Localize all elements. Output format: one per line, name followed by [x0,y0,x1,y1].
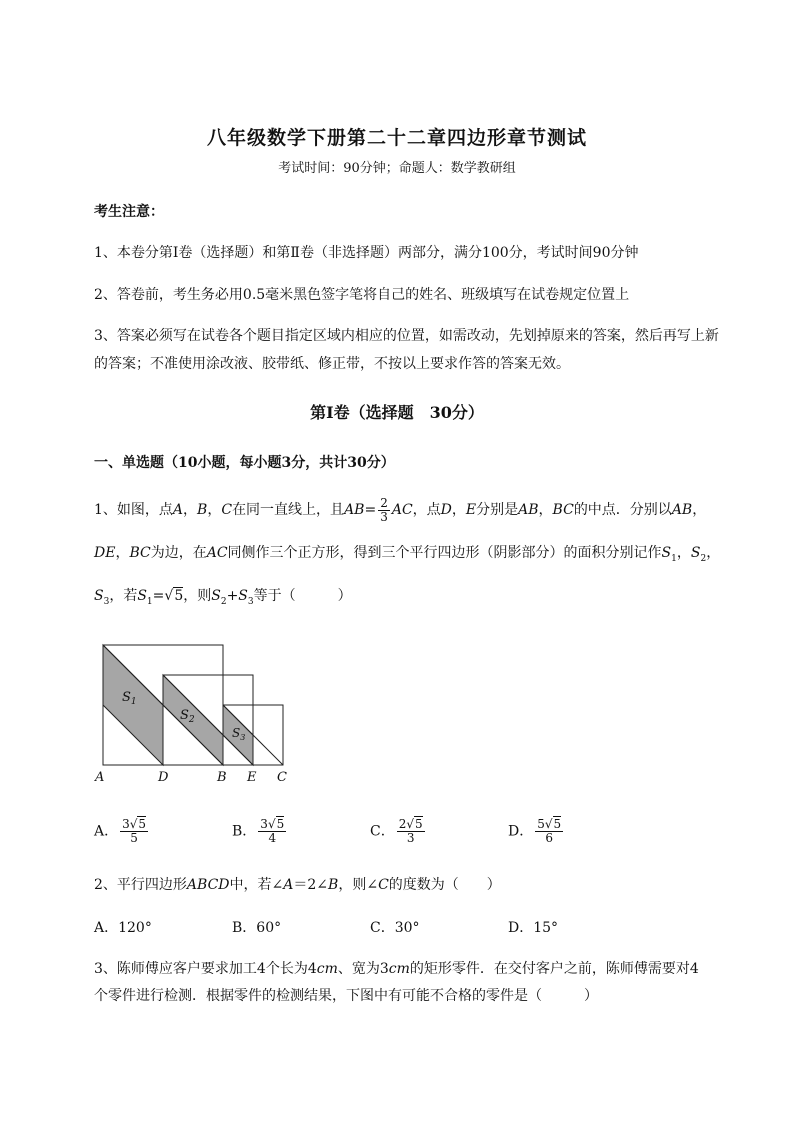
q2-option-b[interactable]: B．60° [232,920,282,936]
question-3-line-2: 个零件进行检测．根据零件的检测结果，下图中有可能不合格的零件是（ ） [94,988,598,1004]
q2-option-c[interactable]: C．30° [370,920,420,936]
q2-option-a[interactable]: A．120° [94,920,152,936]
question-1-line-3: $S_3$，若$S_1=√5$，则$S_2+S_3$等于（ ） [94,588,352,607]
exam-info: 考试时间：90分钟；命题人：数学教研组 [278,161,516,176]
part-heading: 一、单选题（10小题，每小题3分，共计30分） [94,455,395,471]
point-label-d: D [158,770,169,785]
label-s1: $S_1$ [122,690,137,707]
point-label-e: E [247,770,257,785]
question-1-line-1: 1、如图，点A，B，C在同一直线上，且AB= $\frac{2}{3}$ AC，点D，E分别是AB，BC的中点．分别以AB， [94,495,707,524]
q1-option-b[interactable]: B． $\frac{3√5}{4}$ [232,817,285,845]
question-2: 2、平行四边形ABCD中，若∠A＝2∠B，则∠C的度数为（ ） [94,877,501,893]
question-3-line-1: 3、陈师傅应客户要求加工4个长为4cm、宽为3cm的矩形零件．在交付客户之前，陈师傅需要对4 [94,961,699,977]
notice-item: 2、答卷前，考生务必用0.5毫米黑色签字笔将自己的姓名、班级填写在试卷规定位置上 [94,287,630,303]
question-1-line-2: DE，BC为边，在AC同侧作三个正方形，得到三个平行四边形（阴影部分）的面积分别记作$S_1$，$S_2$， [94,545,721,564]
fraction-two-thirds: $\frac{2}{3}$ [380,495,388,524]
squares-figure [94,640,294,785]
notice-item: 的答案；不准使用涂改液、胶带纸、修正带，不按以上要求作答的答案无效。 [94,356,570,372]
section-title: 第Ⅰ卷（选择题 30分） [310,403,484,422]
q1-option-d[interactable]: D． $\frac{5√5}{6}$ [508,817,562,845]
q2-option-d[interactable]: D．15° [508,920,559,936]
label-s3: $S_3$ [232,726,246,742]
label-s2: $S_2$ [180,708,195,725]
page-title: 八年级数学下册第二十二章四边形章节测试 [206,127,587,149]
q1-option-a[interactable]: A． $\frac{3√5}{5}$ [94,817,147,845]
diagonal-line [163,675,253,765]
point-label-b: B [217,770,227,785]
notice-item: 3、答案必须写在试卷各个题目指定区域内相应的位置，如需改动，先划掉原来的答案，然后再写上新 [94,328,719,344]
notice-item: 1、本卷分第Ⅰ卷（选择题）和第Ⅱ卷（非选择题）两部分，满分100分，考试时间90分钟 [94,245,639,261]
point-label-a: A [95,770,105,785]
q1-option-c[interactable]: C． $\frac{2√5}{3}$ [370,817,423,845]
notice-heading: 考生注意： [94,204,164,220]
point-label-c: C [277,770,287,785]
